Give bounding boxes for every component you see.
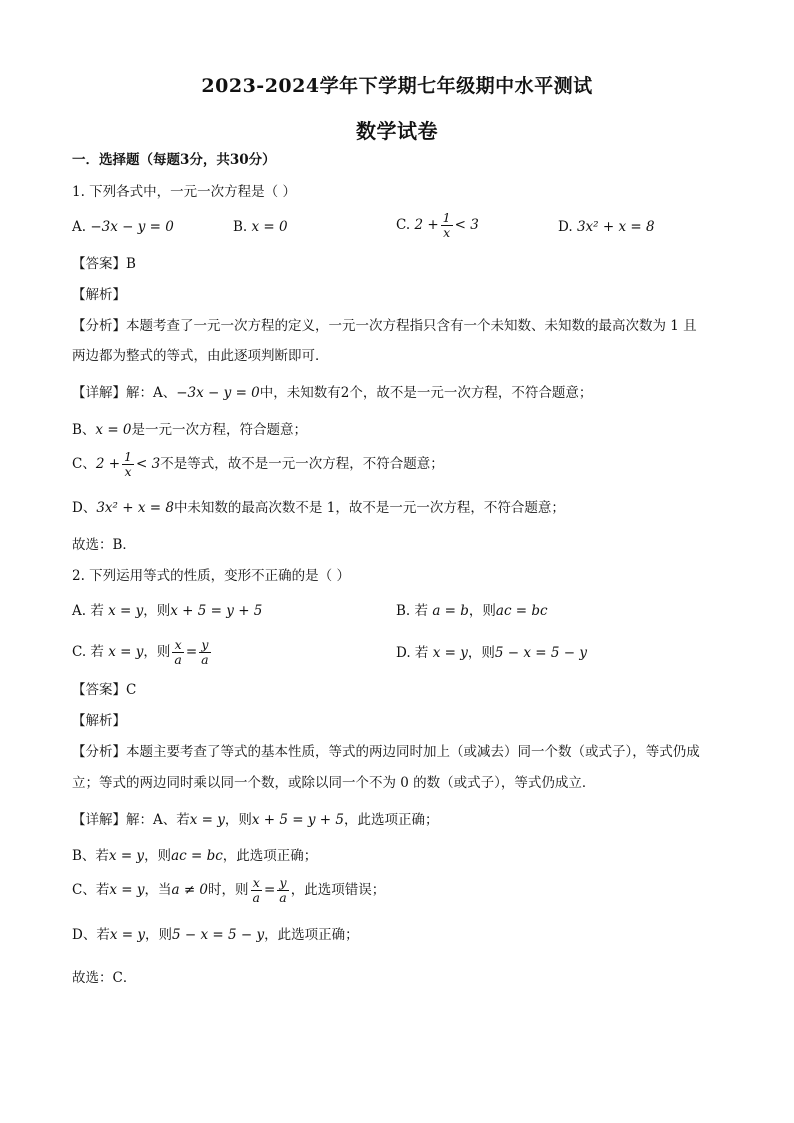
q1-option-d: D. 3x² + x = 8 [558,219,655,235]
q1-detail-b: B、x = 0是一元一次方程，符合题意； [72,422,308,438]
q2-detail-c: C、若x = y，当a ≠ 0时，则 $\frac{x}{a}$ = $\frac{y}{a}$ ，此选项错误； [72,875,386,905]
q1-option-a: A. −3x − y = 0 [72,219,174,235]
q1-option-b: B. x = 0 [233,219,288,235]
page-title: 2023-2024学年下学期七年级期中水平测试 [201,75,593,97]
q2-answer: 【答案】C [72,682,137,698]
q1-option-c: C. 2 + $\frac{1}{x}$ < 3 [396,210,479,240]
q1-detail-a: 【详解】解：A、−3x − y = 0中，未知数有2个，故不是一元一次方程，不符合题意； [72,385,593,401]
page-subtitle: 数学试卷 [356,119,438,143]
q2-detail-a: 【详解】解：A、若x = y，则x + 5 = y + 5，此选项正确； [72,812,439,828]
q2-analysis-label: 【解析】 [72,713,126,729]
q2-stem: 2. 下列运用等式的性质，变形不正确的是（ ） [72,568,350,584]
section-heading: 一．选择题（每题3分，共30分） [72,152,276,168]
q2-option-d: D. 若 x = y，则5 − x = 5 − y [396,645,587,661]
q2-option-b: B. 若 a = b，则ac = bc [396,603,548,619]
q2-analysis-line-1: 【分析】本题主要考查了等式的基本性质，等式的两边同时加上（或减去）同一个数（或式子），等式仍成 [72,744,700,760]
q2-detail-b: B、若x = y，则ac = bc，此选项正确； [72,848,318,864]
q1-analysis-line-1: 【分析】本题考查了一元一次方程的定义，一元一次方程指只含有一个未知数、未知数的最高次数为 1 且 [72,318,697,334]
q2-detail-d: D、若x = y，则5 − x = 5 − y，此选项正确； [72,927,359,943]
q1-detail-c: C、2 + $\frac{1}{x}$ < 3不是等式，故不是一元一次方程，不符合题意； [72,449,444,479]
q2-option-a: A. 若 x = y，则x + 5 = y + 5 [72,603,263,619]
q2-analysis-line-2: 立；等式的两边同时乘以同一个数，或除以同一个不为 0 的数（或式子），等式仍成立． [72,775,596,791]
q1-answer: 【答案】B [72,256,136,272]
q1-choice: 故选：B． [72,537,136,553]
q1-analysis-line-2: 两边都为整式的等式，由此逐项判断即可． [72,348,329,364]
q1-analysis-label: 【解析】 [72,287,126,303]
q2-choice: 故选：C． [72,970,137,986]
q2-option-c: C. 若 x = y，则 $\frac{x}{a}$ = $\frac{y}{a}$ [72,637,209,667]
q1-stem: 1. 下列各式中，一元一次方程是（ ） [72,184,296,200]
q1-detail-d: D、3x² + x = 8中未知数的最高次数不是 1，故不是一元一次方程，不符合题意； [72,500,565,516]
